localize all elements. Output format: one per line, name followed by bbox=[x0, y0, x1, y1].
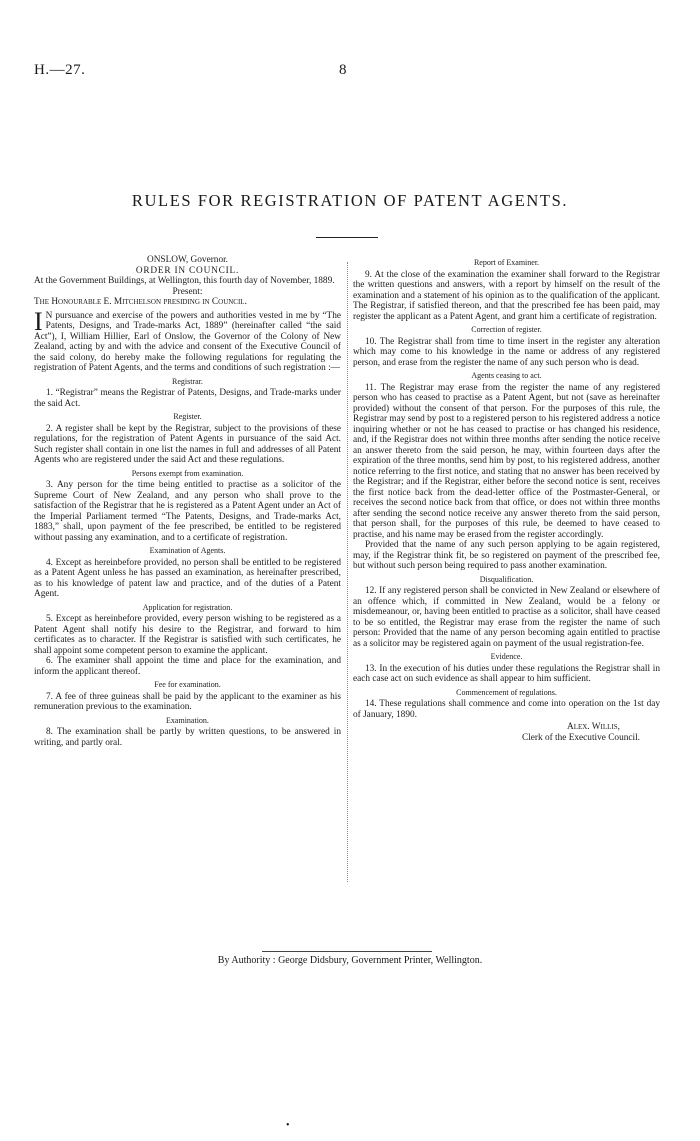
section-heading: Application for registration. bbox=[142, 602, 233, 612]
imprint-divider bbox=[262, 951, 432, 952]
signatory-name: Alex. Willis, bbox=[566, 722, 620, 732]
regulation-paragraph: 11. The Registrar may erase from the register the name of any registered person who has ceased to practise as a Patent Agent, but not (save as hereinafter provided) without the consent of that person. For the purposes of this rule, the Registrar may send by post to a registered person to his registered address a notice inquiring whether or not he has ceased to practise or has changed his residence, and, if the Registrar does not within three months after sending the notice receive an answer thereto from the said person, he may, within fourteen days after the expiration of the three months, send him by post, to his registered address, another notice referring to the first notice, and stating that no answer has been received by the Registrar; and if the Registrar, either before the second notice is sent, receives the first notice back from the dead-letter office of the Postmaster-General, or receives the second notice back from that office, or does not within three months after sending the second notice receive any answer thereto from the said person, that person shall, for the purposes of this rule, be deemed to have ceased to practise, and his name may be erased from the register accordingly. bbox=[353, 382, 660, 540]
presiding-line: The Honourable E. Mitchelson presiding in Council. bbox=[34, 297, 247, 307]
regulation-paragraph: 14. These regulations shall commence and come into operation on the 1st day of January, 1890. bbox=[353, 699, 660, 720]
report-reference: H.—27. bbox=[34, 62, 86, 78]
section-heading: Correction of register. bbox=[471, 325, 542, 334]
regulation-paragraph: 3. Any person for the time being entitled to practise as a solicitor of the Supreme Court of New Zealand, and any person who shall prove to the satisfaction of the Registrar that he is registered as a Patent Agent under an Act of the Imperial Parliament termed “The Patents, Designs, and Trade-marks Act, 1883,” shall, upon payment of the fee prescribed, be entitled to be registered without passing any examination, and to a certificate of registration. bbox=[34, 480, 341, 543]
drop-cap: I bbox=[34, 306, 43, 336]
meeting-place: At the Government Buildings, at Wellington, this fourth day of November, 1889. bbox=[34, 276, 335, 286]
intro-paragraph bbox=[34, 306, 341, 374]
section-heading: Examination. bbox=[166, 715, 209, 725]
regulation-paragraph: 1. “Registrar” means the Registrar of Patents, Designs, and Trade-marks under the said Act. bbox=[34, 388, 341, 409]
section-heading: Disqualification. bbox=[479, 574, 534, 584]
page-number: 8 bbox=[339, 62, 347, 78]
regulation-paragraph: 4. Except as hereinbefore provided, no person shall be entitled to be registered as a Patent Agent unless he has passed an examination, as hereinafter prescribed, as to his knowledge of patent law and practice, and of the duties of a Patent Agent. bbox=[34, 557, 341, 599]
governor-line: ONSLOW, Governor. bbox=[147, 255, 228, 265]
section-heading: Examination of Agents. bbox=[149, 546, 226, 555]
page-title: RULES FOR REGISTRATION OF PATENT AGENTS. bbox=[131, 191, 569, 210]
printer-imprint: By Authority : George Didsbury, Government Printer, Wellington. bbox=[217, 955, 483, 966]
section-heading: Registrar. bbox=[172, 376, 203, 386]
signatory-title: Clerk of the Executive Council. bbox=[522, 732, 640, 743]
regulation-paragraph: 2. A register shall be kept by the Registrar, subject to the provisions of these regulations, for the registration of Patent Agents in pursuance of the said Act. Such register shall contain in one list the names in full and addresses of all Patent Agents who are registered under the said Act and these regulations. bbox=[34, 423, 341, 465]
regulation-paragraph: 8. The examination shall be partly by written questions, to be answered in writing, and partly oral. bbox=[34, 727, 341, 748]
regulation-paragraph: 12. If any registered person shall be convicted in New Zealand or elsewhere of an offence which, if committed in New Zealand, would be a felony or misdemeanour, or, having been entitled to practise as a solicitor, shall have ceased to be so entitled, the Registrar may erase from the register the name of such person: Provided that the name of any person becoming again entitled to practise as a solicitor may be registered again on payment of the usual registration-fee. bbox=[353, 586, 660, 649]
present-label: Present: bbox=[172, 286, 203, 297]
section-heading: Commencement of regulations. bbox=[456, 687, 557, 697]
column-divider bbox=[347, 262, 348, 882]
intro-text: N pursuance and exercise of the powers and authorities vested in me by “The Patents, Designs, and Trade-marks Act, 1889” (hereinafter called “the said Act”), I, William Hillier, Earl of Onslow, the Governor of the Colony of New Zealand, acting by and with the advice and consent of the Executive Council of the said colony, do hereby make the following regulations for regulating the registration of Patent Agents, and the terms and conditions of such registration :— bbox=[34, 310, 341, 373]
order-in-council-heading: ORDER IN COUNCIL. bbox=[135, 265, 240, 276]
title-divider bbox=[316, 237, 378, 238]
regulation-paragraph: 6. The examiner shall appoint the time and place for the examination, and inform the applicant thereof. bbox=[34, 656, 341, 677]
section-heading: Agents ceasing to act. bbox=[471, 371, 542, 380]
section-heading: Register. bbox=[173, 412, 202, 421]
regulation-paragraph: 13. In the execution of his duties under these regulations the Registrar shall in each case act on such evidence as shall appear to him sufficient. bbox=[353, 663, 660, 684]
left-column bbox=[34, 255, 341, 748]
regulation-paragraph: Provided that the name of any such person applying to be again registered, may, if the Registrar think fit, be so registered on payment of the prescribed fee, but without such person being required to pass another examination. bbox=[353, 540, 660, 571]
right-sections bbox=[353, 258, 660, 720]
section-heading: Report of Examiner. bbox=[473, 258, 540, 267]
section-heading: Persons exempt from examination. bbox=[131, 468, 244, 478]
section-heading: Evidence. bbox=[490, 652, 523, 661]
regulation-paragraph: 10. The Registrar shall from time to time insert in the register any alteration which may come to his knowledge in the name or address of any registered person, and erase from the register the name of any such person who is dead. bbox=[353, 336, 660, 368]
regulation-paragraph: 9. At the close of the examination the examiner shall forward to the Registrar the written questions and answers, with a report by himself on the result of the examination and a statement of his opinion as to the qualification of the applicant. The Registrar, if satisfied thereon, and that the prescribed fee has been paid, may register the applicant as a Patent Agent, and grant him a certificate of registration. bbox=[353, 269, 660, 322]
regulation-paragraph: 5. Except as hereinbefore provided, every person wishing to be registered as a Patent Agent shall notify his desire to the Registrar, and forward to him certificates as to character. If the Registrar is satisfied with such certificates, he shall appoint some competent person to examine the applicant. bbox=[34, 614, 341, 656]
right-column bbox=[353, 255, 660, 743]
footer-mark: • bbox=[286, 1120, 290, 1131]
left-sections bbox=[34, 377, 341, 749]
regulation-paragraph: 7. A fee of three guineas shall be paid by the applicant to the examiner as his remuneration previous to the examination. bbox=[34, 691, 341, 712]
section-heading: Fee for examination. bbox=[154, 680, 221, 689]
